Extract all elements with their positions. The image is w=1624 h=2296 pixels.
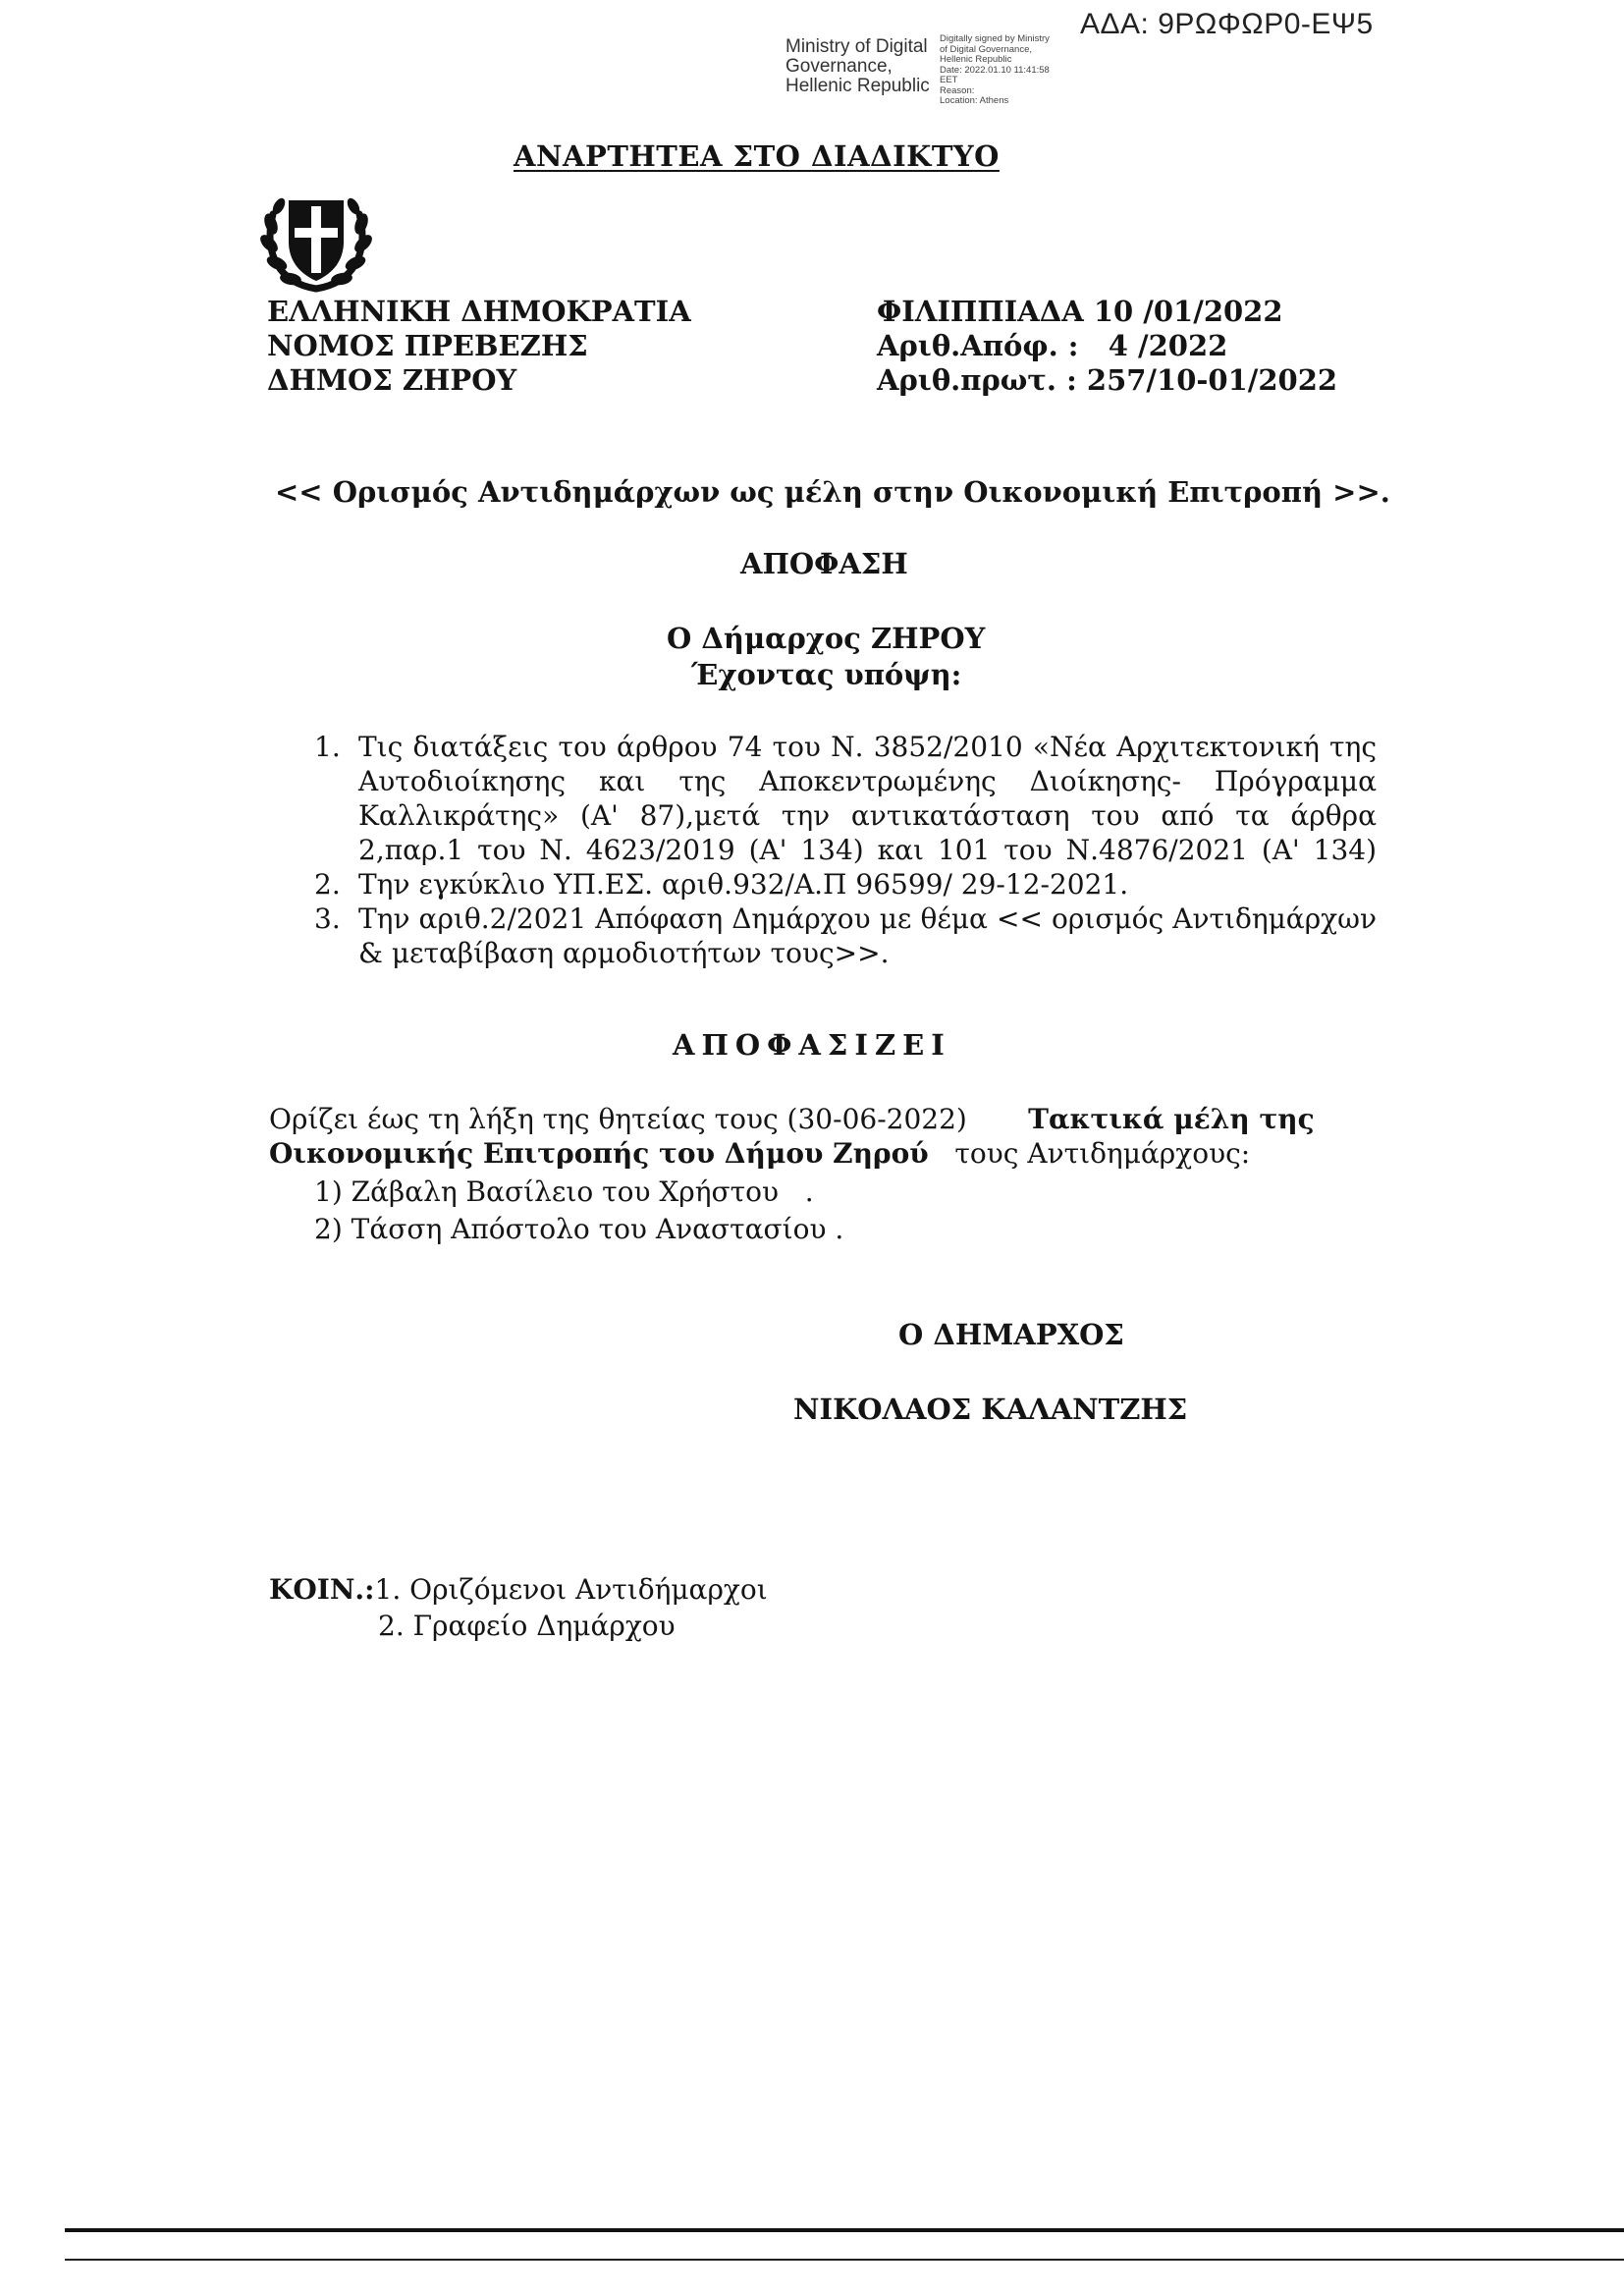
- signature-detail-line: of Digital Governance,: [940, 43, 1032, 55]
- mayor-line: Ο Δήμαρχος ΖΗΡΟΥ: [667, 622, 986, 655]
- list-item: [314, 1211, 843, 1248]
- member-name: Τάσση Απόστολο του Αναστασίου .: [351, 1213, 844, 1245]
- signature-detail-line: Location: Athens: [940, 95, 1009, 106]
- prefecture-name: ΝΟΜΟΣ ΠΡΕΒΕΖΗΣ: [267, 329, 588, 362]
- decision-title: ΑΠΟΦΑΣΗ: [740, 547, 908, 580]
- list-item: [314, 1174, 843, 1211]
- ada-code: ΑΔΑ: 9ΡΩΦΩΡ0-ΕΨ5: [1080, 8, 1374, 40]
- signature-detail-line: EET: [940, 75, 958, 85]
- list-item: [269, 1608, 768, 1644]
- footer-rule: [65, 2228, 1624, 2232]
- posting-notice: ΑΝΑΡΤΗΤΕΑ ΣΤΟ ΔΙΑΔΙΚΤΥΟ: [514, 139, 1000, 173]
- member-name: Ζάβαλη Βασίλειο του Χρήστου .: [351, 1175, 814, 1208]
- signature-details: [940, 34, 1050, 107]
- signature-org-line: Governance,: [785, 56, 893, 77]
- signature-detail-line: Hellenic Republic: [940, 54, 1012, 65]
- place-date: ΦΙΛΙΠΠΙΑΔΑ 10 /01/2022: [877, 295, 1283, 328]
- list-item: [314, 867, 1377, 902]
- list-item-text: Την αριθ.2/2021 Απόφαση Δημάρχου με θέμα << ορισμός Αντιδημάρχων & μεταβίβαση αρμοδιοτήτων τους>>.: [358, 902, 1377, 969]
- list-item: [269, 1571, 768, 1608]
- signatory-name: ΝΙΚΟΛΑΟΣ ΚΑΛΑΝΤΖΗΣ: [793, 1393, 1188, 1426]
- distribution-list: [269, 1571, 768, 1644]
- hellenic-coat-of-arms-icon: [257, 181, 375, 299]
- list-item-number: 1.: [314, 731, 341, 763]
- distribution-label: ΚΟΙΝ.:: [269, 1573, 375, 1606]
- decides-heading: ΑΠΟΦΑΣΙΖΕΙ: [673, 1028, 951, 1062]
- signature-organization: [785, 37, 930, 96]
- list-item-number: 2.: [314, 868, 341, 901]
- reference-block: [877, 295, 1337, 398]
- decision-body: [269, 1102, 1379, 1171]
- signature-org-line: Hellenic Republic: [785, 76, 930, 96]
- decision-number: Αριθ.Απόφ. : 4 /2022: [877, 329, 1228, 362]
- list-item: [314, 730, 1377, 867]
- members-list: [314, 1174, 843, 1248]
- having-in-view: Έχοντας υπόψη:: [691, 658, 962, 691]
- issuer-block: [267, 295, 691, 398]
- signatory-title: Ο ΔΗΜΑΡΧΟΣ: [898, 1318, 1124, 1351]
- list-item-number: 3.: [314, 902, 341, 935]
- document-subject: << Ορισμός Αντιδημάρχων ως μέλη στην Οικονομική Επιτροπή >>.: [275, 475, 1390, 509]
- list-item-text: Την εγκύκλιο ΥΠ.ΕΣ. αριθ.932/Α.Π 96599/ 29-12-2021.: [358, 868, 1129, 901]
- list-item-text: Τις διατάξεις του άρθρου 74 του Ν. 3852/2010 «Νέα Αρχιτεκτονική της Αυτοδιοίκησης και της Αποκεντρωμένης Διοίκησης- Πρόγραμμα Καλλικράτης» (Α' 87),μετά την αντικατάσταση του από τα άρθρα 2,παρ.1 του Ν. 4623/2019 (Α' 134) και 101 του Ν.4876/2021 (Α' 134): [358, 731, 1377, 866]
- decision-body-text: τους Αντιδημάρχους:: [954, 1137, 1251, 1170]
- signature-detail-line: Digitally signed by Ministry: [940, 33, 1050, 44]
- distribution-item: 2. Γραφείο Δημάρχου: [378, 1610, 676, 1642]
- footer-rule: [65, 2259, 1624, 2261]
- municipality-name: ΔΗΜΟΣ ΖΗΡΟΥ: [267, 363, 517, 397]
- protocol-number: Αριθ.πρωτ. : 257/10-01/2022: [877, 363, 1338, 397]
- list-item-number: 2): [314, 1213, 343, 1245]
- list-item: [314, 902, 1377, 970]
- considerations-list: [314, 730, 1377, 970]
- list-item-number: 1): [314, 1175, 343, 1208]
- signature-detail-line: Reason:: [940, 84, 975, 96]
- decision-body-text: Ορίζει έως τη λήξη της θητείας τους (30-06-2022): [269, 1103, 967, 1135]
- country-name: ΕΛΛΗΝΙΚΗ ΔΗΜΟΚΡΑΤΙΑ: [267, 295, 691, 328]
- distribution-item: 1. Οριζόμενοι Αντιδήμαρχοι: [374, 1573, 768, 1606]
- decision-body-emphasis: Τακτικά μέλη της Οικονομικής Επιτροπής του Δήμου Ζηρού: [269, 1103, 1315, 1170]
- signature-detail-line: Date: 2022.01.10 11:41:58: [940, 64, 1050, 76]
- signature-org-line: Ministry of Digital: [785, 36, 928, 57]
